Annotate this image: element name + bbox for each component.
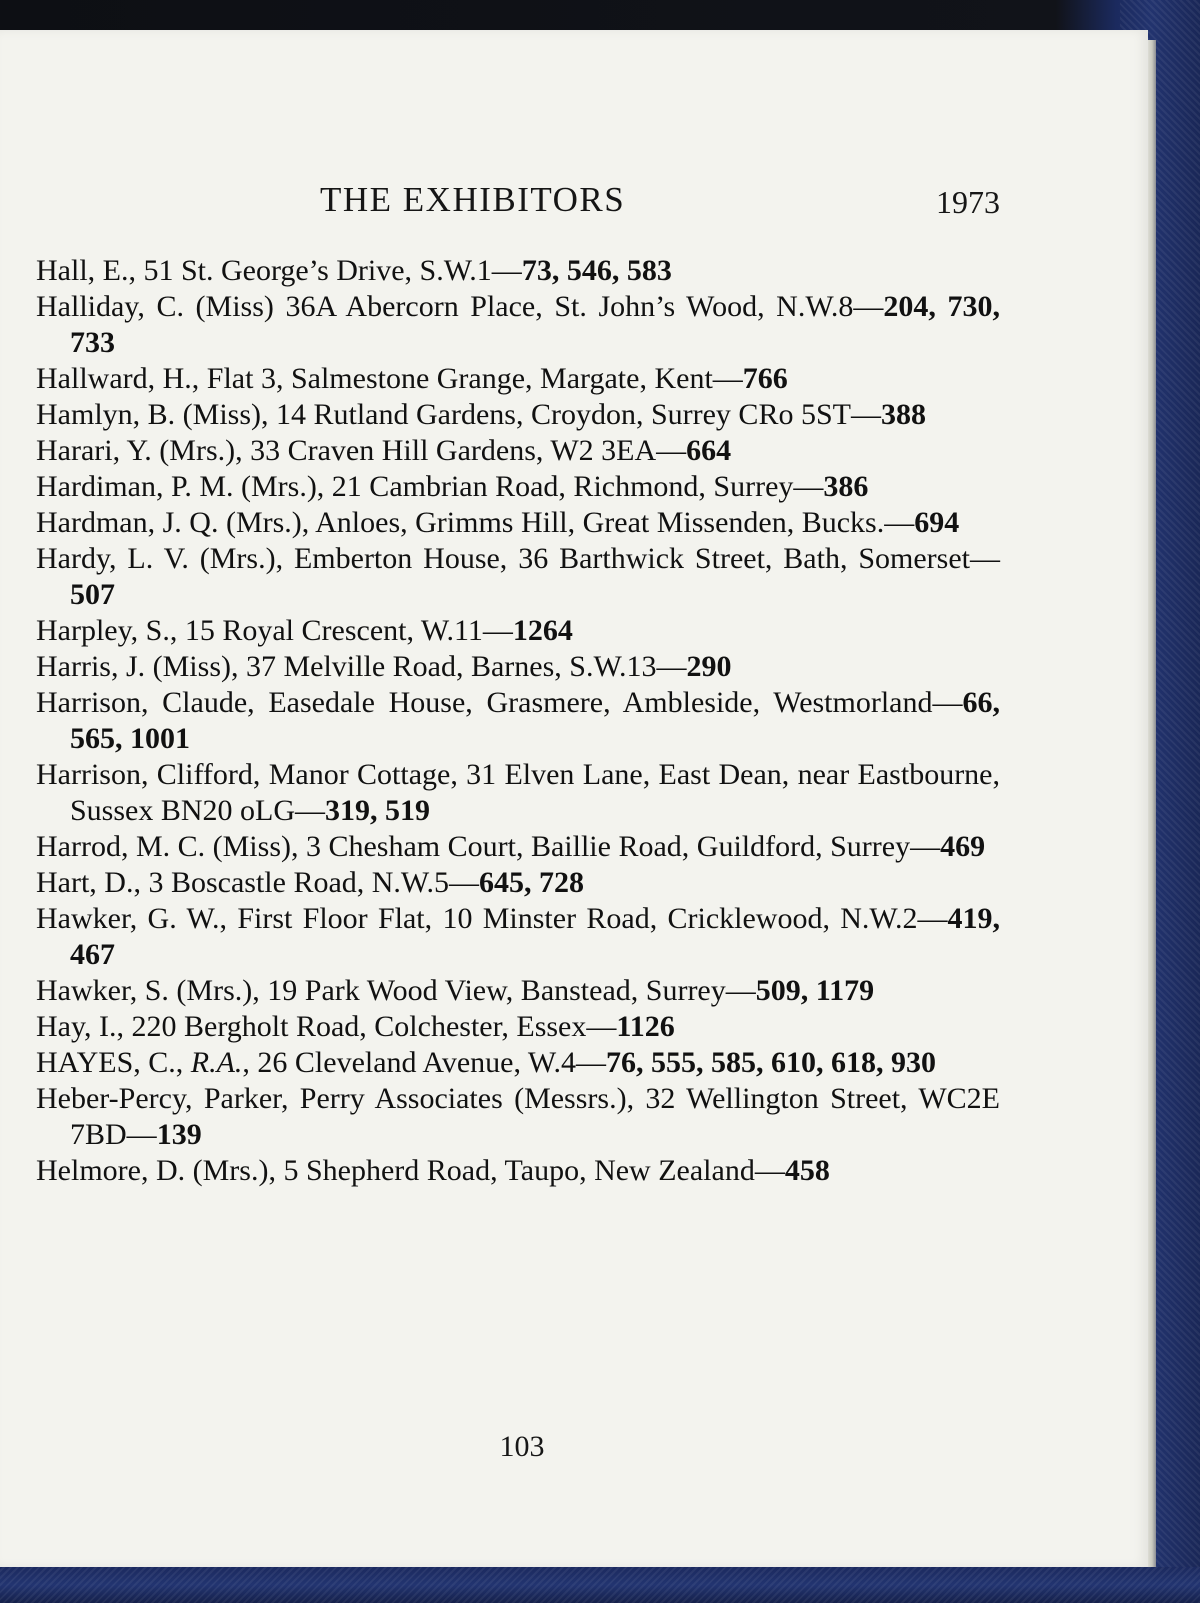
exhibitor-entry <box>36 685 1000 757</box>
exhibitor-entry <box>36 1045 1000 1081</box>
entry-text: Harari, Y. (Mrs.), 33 Craven Hill Gardens, W2 3EA— <box>36 434 687 467</box>
catalogue-numbers: 766 <box>742 362 788 395</box>
exhibitor-entry <box>36 829 1000 865</box>
exhibitor-entry <box>36 865 1000 901</box>
entry-text: Hardy, L. V. (Mrs.), Emberton House, 36 Barthwick Street, Bath, Somerset— <box>36 542 1000 575</box>
catalogue-numbers: 319, 519 <box>325 794 431 827</box>
entry-text: Hart, D., 3 Boscastle Road, N.W.5— <box>36 866 479 899</box>
exhibitor-entry <box>36 397 1000 433</box>
catalogue-numbers: 419, 467 <box>70 902 1000 971</box>
entry-text: Heber-Percy, Parker, Perry Associates (Messrs.), 32 Wellington Street, WC2E 7BD— <box>36 1082 1000 1151</box>
catalogue-numbers: 664 <box>686 434 732 467</box>
exhibitor-entry <box>36 289 1000 361</box>
running-title: THE EXHIBITORS <box>320 180 626 219</box>
exhibitor-entry <box>36 973 1000 1009</box>
exhibitor-entry <box>36 541 1000 613</box>
exhibitor-entry <box>36 1009 1000 1045</box>
page-number: 103 <box>499 1430 545 1463</box>
entry-text: Hawker, S. (Mrs.), 19 Park Wood View, Banstead, Surrey— <box>36 974 756 1007</box>
entry-text: Hardman, J. Q. (Mrs.), Anloes, Grimms Hill, Great Missenden, Bucks.— <box>36 506 915 539</box>
entry-text: Helmore, D. (Mrs.), 5 Shepherd Road, Taupo, New Zealand— <box>36 1154 785 1187</box>
catalogue-numbers: 645, 728 <box>479 866 584 899</box>
exhibitor-entry <box>36 361 1000 397</box>
catalogue-numbers: 507 <box>70 578 115 611</box>
catalogue-numbers: 204, 730, 733 <box>70 290 1000 359</box>
catalogue-numbers: 1264 <box>512 614 573 647</box>
exhibitor-list <box>36 253 1000 1189</box>
entry-text: Hamlyn, B. (Miss), 14 Rutland Gardens, Croydon, Surrey CRo 5ST— <box>36 398 881 431</box>
exhibitor-entry <box>36 613 1000 649</box>
catalogue-numbers: 66, 565, 1001 <box>70 686 1000 755</box>
catalogue-numbers: 509, 1179 <box>755 974 875 1007</box>
catalogue-numbers: 386 <box>823 470 869 503</box>
book-page <box>0 30 1148 1567</box>
catalogue-numbers: 388 <box>880 398 926 431</box>
cloth-binding-texture-bottom <box>0 1567 1200 1603</box>
exhibitor-entry <box>36 505 1000 541</box>
running-header <box>30 152 1000 220</box>
running-year: 1973 <box>936 184 1000 220</box>
entry-text: Hallward, H., Flat 3, Salmestone Grange, Margate, Kent— <box>36 362 743 395</box>
entry-text: Harrod, M. C. (Miss), 3 Chesham Court, Baillie Road, Guildford, Surrey— <box>36 830 941 863</box>
exhibitor-entry <box>36 901 1000 973</box>
exhibitor-entry <box>36 1153 1000 1189</box>
catalogue-numbers: 469 <box>940 830 986 863</box>
exhibitor-entry <box>36 253 1000 289</box>
catalogue-numbers: 458 <box>784 1154 830 1187</box>
entry-text: Harris, J. (Miss), 37 Melville Road, Barnes, S.W.13— <box>36 650 687 683</box>
catalogue-numbers: 73, 546, 583 <box>521 254 672 287</box>
entry-text: Halliday, C. (Miss) 36A Abercorn Place, St. John’s Wood, N.W.8— <box>36 290 884 323</box>
exhibitor-entry <box>36 1081 1000 1153</box>
catalogue-numbers: 290 <box>686 650 732 683</box>
exhibitor-name: HAYES, C., <box>36 1046 191 1079</box>
catalogue-numbers: 76, 555, 585, 610, 618, 930 <box>605 1046 936 1079</box>
catalogue-numbers: 694 <box>914 506 960 539</box>
exhibitor-entry <box>36 757 1000 829</box>
entry-text: Harpley, S., 15 Royal Crescent, W.11— <box>36 614 513 647</box>
entry-text: Harrison, Clifford, Manor Cottage, 31 Elven Lane, East Dean, near Eastbourne, Sussex BN20 oLG— <box>36 758 1000 827</box>
page-edge <box>1148 40 1156 1567</box>
entry-text: Hay, I., 220 Bergholt Road, Colchester, Essex— <box>36 1010 617 1043</box>
academic-qualification: R.A. <box>190 1046 243 1079</box>
entry-text: Hall, E., 51 St. George’s Drive, S.W.1— <box>36 254 522 287</box>
exhibitor-entry <box>36 433 1000 469</box>
entry-text: Hawker, G. W., First Floor Flat, 10 Minster Road, Cricklewood, N.W.2— <box>36 902 948 935</box>
catalogue-numbers: 139 <box>156 1118 202 1151</box>
exhibitor-entry <box>36 649 1000 685</box>
exhibitor-entry <box>36 469 1000 505</box>
catalogue-numbers: 1126 <box>616 1010 675 1043</box>
entry-text: , 26 Cleveland Avenue, W.4— <box>242 1046 606 1079</box>
entry-text: Harrison, Claude, Easedale House, Grasmere, Ambleside, Westmorland— <box>36 686 963 719</box>
entry-text: Hardiman, P. M. (Mrs.), 21 Cambrian Road, Richmond, Surrey— <box>36 470 824 503</box>
